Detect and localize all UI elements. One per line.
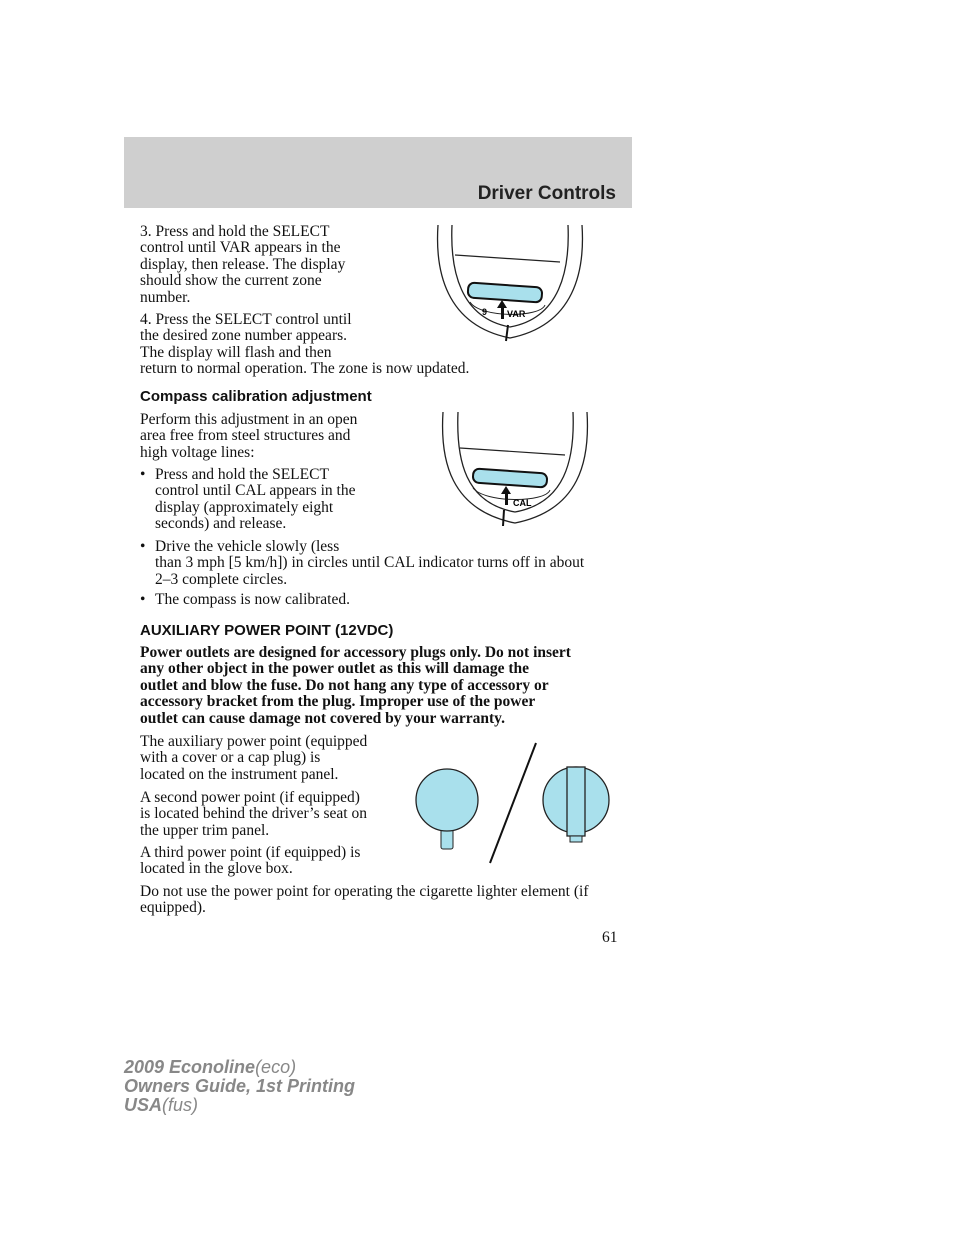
text-line: The display will flash and then (140, 343, 332, 361)
text-line: Perform this adjustment in an open (140, 411, 358, 428)
text-line: the desired zone number appears. (140, 327, 348, 345)
text-line: high voltage lines: (140, 443, 255, 461)
text-line: area free from steel structures and (140, 427, 351, 445)
text-line: than 3 mph [5 km/h]) in circles until CAL indicator turns off in about (155, 554, 585, 572)
power-p4 (140, 884, 589, 917)
text-line: equipped). (140, 899, 206, 917)
power-point-figure (400, 740, 630, 870)
compass-heading: Compass calibration adjustment (140, 388, 372, 405)
power-warning (140, 645, 571, 727)
text-line: The auxiliary power point (equipped (140, 733, 368, 750)
power-p1 (140, 734, 367, 783)
text-line: Power outlets are designed for accessory plugs only. Do not insert (140, 644, 571, 661)
page-header (124, 137, 632, 208)
var-label: VAR (507, 309, 526, 319)
power-p2 (140, 790, 367, 839)
zone-var-figure (420, 220, 600, 345)
footer-region: USA (124, 1095, 163, 1115)
compass-intro (140, 412, 357, 461)
text-line: Drive the vehicle slowly (less (155, 538, 340, 555)
power-point-cover (416, 769, 478, 831)
divider-slash (490, 743, 536, 863)
bullet-icon: • (140, 466, 146, 483)
text-line: 2–3 complete circles. (155, 570, 288, 588)
power-heading: AUXILIARY POWER POINT (12VDC) (140, 622, 394, 639)
zone-number-label: 9 (482, 307, 488, 317)
bullet-item (140, 467, 355, 533)
bullet-icon: • (140, 538, 146, 555)
bullet-item (140, 539, 584, 588)
page-number: 61 (602, 929, 618, 946)
text-line: seconds) and release. (155, 515, 287, 533)
text-line: located in the glove box. (140, 860, 293, 878)
power-p3 (140, 845, 360, 878)
text-line: outlet can cause damage not covered by your warranty. (140, 709, 505, 727)
text-line: number. (140, 288, 191, 306)
text-line: located on the instrument panel. (140, 765, 339, 783)
text-line: A second power point (if equipped) (140, 789, 360, 806)
step-3 (140, 224, 345, 306)
section-title: Driver Controls (477, 182, 616, 204)
text-line: A third power point (if equipped) is (140, 844, 361, 861)
text-line: the upper trim panel. (140, 821, 270, 839)
text-line: accessory bracket from the plug. Improper use of the power (140, 693, 536, 711)
text-line: display (approximately eight (155, 498, 334, 516)
cal-label: CAL (513, 498, 532, 508)
text-line: display, then release. The display (140, 255, 346, 273)
text-line: Press and hold the SELECT (155, 466, 329, 483)
text-line: is located behind the driver’s seat on (140, 805, 367, 823)
footer (124, 1058, 355, 1115)
footer-region-code: (fus) (162, 1095, 199, 1115)
bullet-icon: • (140, 591, 146, 608)
text-line: control until CAL appears in the (155, 482, 356, 500)
text-line: Do not use the power point for operating the cigarette lighter element (if (140, 883, 589, 900)
text-line: outlet and blow the fuse. Do not hang any type of accessory or (140, 676, 549, 694)
text-line: should show the current zone (140, 272, 322, 290)
compass-cal-figure (425, 410, 605, 530)
footer-model: 2009 Econoline (124, 1057, 256, 1077)
footer-model-code: (eco) (255, 1057, 297, 1077)
text-line: control until VAR appears in the (140, 239, 341, 257)
text-line: The compass is now calibrated. (155, 591, 350, 608)
bullet-item (140, 592, 350, 608)
text-line: 3. Press and hold the SELECT (140, 223, 330, 240)
text-line: with a cover or a cap plug) is (140, 749, 321, 767)
text-line: any other object in the power outlet as this will damage the (140, 660, 530, 678)
text-line: return to normal operation. The zone is now updated. (140, 360, 470, 378)
text-line: 4. Press the SELECT control until (140, 311, 352, 328)
footer-guide: Owners Guide, 1st Printing (124, 1076, 356, 1096)
